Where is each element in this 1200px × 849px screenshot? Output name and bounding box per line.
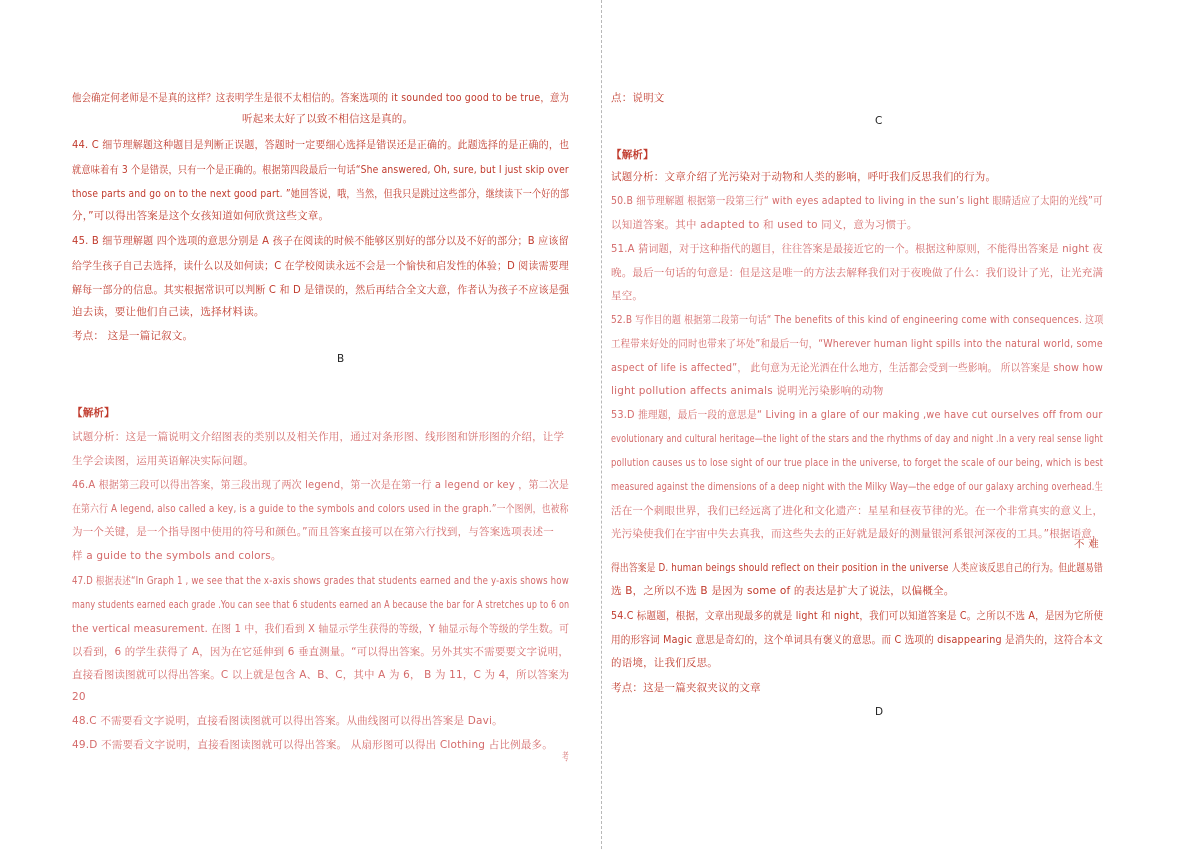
text-line: aspect of life is affected”， 此句意为无论光洒在什么地方，生活都会受到一些影响。 所以答案是 show how [611, 362, 1103, 374]
text-line: 考 [562, 751, 569, 763]
text-line: 用的形容词 Magic 意思是奇幻的，这个单词具有褒义的意思。而 C 选项的 disappearing 是消失的，这符合本文 [611, 634, 1103, 646]
answer-letter: B [337, 353, 345, 365]
text-line: 他会确定何老师是不是真的这样？这表明学生是很不太相信的。答案选项的 it sounded too good to be true，意为 [72, 92, 570, 104]
text-line: 迫去读，要让他们自己读，选择材料读。 [72, 306, 265, 318]
right-page [611, 0, 1103, 849]
text-line: 生学会读图，运用英语解决实际问题。 [72, 455, 254, 467]
text-line: 晚。最后一句话的句意是：但是这是唯一的方法去解释我们对于夜晚做了什么：我们设计了光，让光充满 [611, 267, 1104, 279]
text-line: 听起来太好了以致不相信这是真的。 [242, 113, 414, 125]
text-line: 53.D 推理题，最后一段的意思是“ Living in a glare of our making ,we have cut ourselves off from our [611, 409, 1103, 421]
text-line: 样 a guide to the symbols and colors。 [72, 550, 282, 562]
text-line: 星空。 [611, 290, 644, 302]
answer-letter: C [875, 115, 883, 127]
text-line: 试题分析：这是一篇说明文介绍图表的类别以及相关作用，通过对条形图、线形图和饼形图的介绍，让学 [72, 431, 565, 443]
text-line: 就意味着有 3 个是错误，只有一个是正确的。根据第四段最后一句话“She answered, Oh, sure, but I just skip over [72, 164, 569, 176]
text-line: 活在一个刺眼世界，我们已经远离了进化和文化遗产：星星和昼夜节律的光。在一个非常真实的意义上， [611, 505, 1104, 517]
text-line: 50.B 细节理解题 根据第一段第三行“ with eyes adapted to living in the sun’s light 眼睛适应了太阳的光线”可 [611, 195, 1103, 207]
text-line: 考点： 这是一篇记叙文。 [72, 330, 194, 342]
text-line: the vertical measurement. 在图 1 中，我们看到 X 轴显示学生获得的等级，Y 轴显示每个等级的学生数。可 [72, 623, 570, 635]
text-line: 试题分析：文章介绍了光污染对于动物和人类的影响，呼吁我们反思我们的行为。 [611, 171, 997, 183]
text-line: 得出答案是 D. human beings should reflect on their position in the universe 人类应该反思自己的行为。但此题易错 [611, 562, 1103, 574]
text-line: pollution causes us to lose sight of our true place in the universe, to forget the scale of our being, which is best [611, 457, 1104, 469]
text-line: 点：说明文 [611, 92, 665, 104]
page-divider [601, 0, 602, 849]
text-line: 选 B，之所以不选 B 是因为 some of 的表达是扩大了说法，以偏概全。 [611, 585, 955, 597]
text-line: 20 [72, 691, 86, 703]
text-line: 解每一部分的信息。其实根据常识可以判断 C 和 D 是错误的，然后再结合全文大意，作者认为孩子不应该是强 [72, 284, 570, 296]
text-line: light pollution affects animals 说明光污染影响的动物 [611, 385, 884, 397]
text-line: 51.A 猜词题，对于这种指代的题目，往往答案是最接近它的一个。根据这种原则，不能得出答案是 night 夜 [611, 243, 1103, 255]
text-line: 的语境，让我们反思。 [611, 657, 718, 669]
text-line: 在第六行 A legend, also called a key, is a guide to the symbols and colors used in the graph.”一个图例，也被称 [72, 503, 569, 515]
text-line: evolutionary and cultural heritage—the light of the stars and the rhythms of day and night .In a very real sense light [611, 433, 1103, 445]
text-line: 48.C 不需要看文字说明，直接看图读图就可以得出答案。从曲线图可以得出答案是 Davi。 [72, 715, 503, 727]
text-line: 为一个关键，是一个指导图中使用的符号和颜色。”而且答案直接可以在第六行找到，与答案选项表述一 [72, 526, 554, 538]
left-page [72, 0, 569, 849]
text-line: 考点：这是一篇夹叙夹议的文章 [611, 682, 761, 694]
text-line: 44. C 细节理解题这种题目是判断正误题，答题时一定要细心选择是错误还是正确的。此题选择的是正确的，也 [72, 139, 570, 151]
section-heading: 【解析】 [611, 149, 654, 161]
text-line: 45. B 细节理解题 四个选项的意思分别是 A 孩子在阅读的时候不能够区别好的部分以及不好的部分；B 应该留 [72, 235, 569, 247]
text-line: measured against the dimensions of a deep night with the Milky Way—the edge of our galaxy arching overhead.生 [611, 481, 1103, 493]
text-line: 49.D 不需要看文字说明，直接看图读图就可以得出答案。 从扇形图可以得出 Clothing 占比例最多。 [72, 739, 553, 751]
text-line: 以知道答案。其中 adapted to 和 used to 同义，意为习惯于。 [611, 219, 918, 231]
text-line: 46.A 根据第三段可以得出答案，第三段出现了两次 legend，第一次是在第一行 a legend or key ，第二次是 [72, 479, 570, 491]
text-line: those parts and go on to the next good part. ”她回答说，哦，当然，但我只是跳过这些部分，继续读下一个好的部 [72, 188, 570, 200]
text-line: 47.D 根据表述“In Graph 1 , we see that the x-axis shows grades that students earned and the y-axis shows how [72, 575, 569, 587]
section-heading: 【解析】 [72, 407, 115, 419]
text-line: 不 难 [1074, 538, 1099, 550]
answer-letter: D [875, 706, 884, 718]
text-line: 给学生孩子自己去选择，读什么以及如何读；C 在学校阅读永远不会是一个愉快和启发性的体验；D 阅读需要理 [72, 260, 569, 272]
text-line: 工程带来好处的同时也带来了坏处”和最后一句，“Wherever human light spills into the natural world, some [611, 338, 1103, 350]
text-line: 54.C 标题题，根据，文章出现最多的就是 light 和 night，我们可以知道答案是 C。之所以不选 A，是因为它所使 [611, 610, 1104, 622]
text-line: 光污染使我们在宇宙中失去真我，而这些失去的正好就是最好的测量银河系银河深夜的工具。”根据语意， [611, 528, 1103, 540]
text-line: 直接看图读图就可以得出答案。C 以上就是包含 A、B、C，其中 A 为 6， B 为 11，C 为 4，所以答案为 [72, 669, 570, 681]
text-line: many students earned each grade .You can see that 6 students earned an A because the bar for A stretches up to 6 on [72, 599, 570, 611]
text-line: 以看到，6 的学生获得了 A，因为在它延伸到 6 垂直测量。“可以得出答案。另外其实不需要要文字说明， [72, 646, 570, 658]
text-line: 52.B 写作目的题 根据第二段第一句话“ The benefits of this kind of engineering come with consequences. 这项 [611, 314, 1104, 326]
text-line: 分，”可以得出答案是这个女孩知道如何欣赏这些文章。 [72, 210, 330, 222]
